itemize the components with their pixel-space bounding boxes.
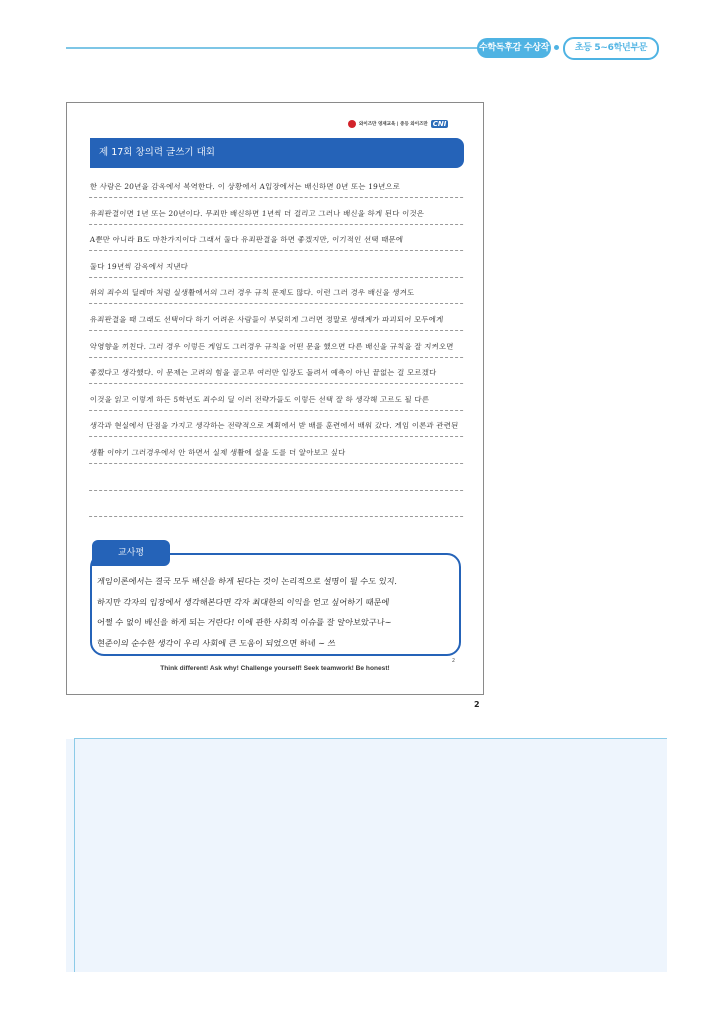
logo-mark-icon bbox=[348, 120, 356, 128]
essay-line: 둘다 19년씩 감옥에서 지낸다 bbox=[89, 251, 465, 278]
essay-line: 이것을 읽고 이렇게 하든 5학년도 죄수의 딜 이러 전략가들도 이렇든 선택 잘 하 생각해 고르도 될 다른 bbox=[89, 384, 465, 411]
grade-tag: 초등 5~6학년부문 bbox=[563, 37, 659, 60]
page-number: 2 bbox=[474, 700, 480, 709]
essay-line: 유죄판결을 때 그래도 선택이다 하기 어려운 사람들이 부딪히게 그러면 정말로 생태계가 파괴되어 모두에게 bbox=[89, 304, 465, 331]
separator-dot bbox=[554, 45, 559, 50]
logo-brand: CNI bbox=[432, 120, 447, 128]
essay-line: 위의 죄수의 딜레마 처럼 실생활에서의 그러 경우 규칙 문제도 많다. 이런 그러 경우 배신을 생겨도 bbox=[89, 277, 465, 304]
essay-body bbox=[90, 171, 464, 517]
note-area bbox=[66, 739, 667, 972]
essay-line: 좋겠다고 생각했다. 이 문제는 고려의 힘을 골고루 여러만 입장도 돌려서 예측이 아닌 끝없는 걸 모르겠다 bbox=[89, 357, 465, 384]
teacher-review-label: 교사평 bbox=[92, 540, 170, 566]
contest-title: 제 17회 창의력 글쓰기 대회 bbox=[90, 138, 464, 168]
note-area-left-border bbox=[74, 738, 75, 972]
essay-line: 악영향을 끼친다. 그러 경우 이렇든 게임도 그러경우 규칙을 어떤 문을 했으면 다른 배신을 규칙을 잘 지켜오면 bbox=[89, 331, 465, 358]
teacher-review-box bbox=[90, 553, 461, 656]
essay-line: 한 사람은 20년을 감옥에서 복역한다. 이 상황에서 A입장에서는 배신하면 0년 또는 19년으로 bbox=[89, 171, 465, 198]
essay-line bbox=[89, 490, 465, 517]
essay-line: A뿐만 아니라 B도 마찬가지이다 그래서 둘다 유죄판결을 하면 좋겠지만, 이기적인 선택 때문에 bbox=[89, 224, 465, 251]
scanned-essay-page bbox=[66, 102, 484, 695]
teacher-comment-line: 현준이의 순수한 생각이 우리 사회에 큰 도움이 되었으면 하네 ~ 쓰 bbox=[96, 637, 336, 648]
teacher-comment-line: 게임이론에서는 결국 모두 배신을 하게 된다는 것이 논리적으로 설명이 될 수도 있지. bbox=[96, 576, 398, 586]
header-rule bbox=[66, 47, 479, 49]
teacher-comment-line: 어쩔 수 없이 배신을 하게 되는 거란다! 이에 관한 사회적 이슈를 잘 알아보았구나~ bbox=[96, 617, 392, 627]
teacher-comment-line: 하지만 각자의 입장에서 생각해본다면 각자 최대한의 이익을 얻고 싶어하기 때문에 bbox=[96, 596, 390, 607]
essay-line: 생각과 현실에서 단점을 가지고 생각하는 전략적으로 계획에서 받 배를 훈련에서 배워 갔다. 게임 이론과 관련된 bbox=[89, 410, 465, 437]
slogan: Think different! Ask why! Challenge yourself! Seek teamwork! Be honest! bbox=[160, 665, 390, 672]
essay-line bbox=[89, 464, 465, 491]
inner-page-number: 2 bbox=[451, 658, 455, 664]
category-tag: 수학독후감 수상작 bbox=[477, 38, 551, 58]
logo-text: 와이즈만 영재교육 | 중등 와이즈만 bbox=[359, 122, 428, 127]
essay-line: 유죄판결이면 1년 또는 20년이다. 무죄만 배신하면 1년씩 더 걸리고 그러나 배신을 하게 된다 이것은 bbox=[89, 198, 465, 225]
note-area-top-border bbox=[74, 738, 667, 739]
essay-line: 생활 이야기 그러경우에서 안 하면서 실제 생활에 설을 도를 더 알아보고 싶다 bbox=[89, 437, 465, 464]
publisher-logo bbox=[348, 118, 448, 130]
